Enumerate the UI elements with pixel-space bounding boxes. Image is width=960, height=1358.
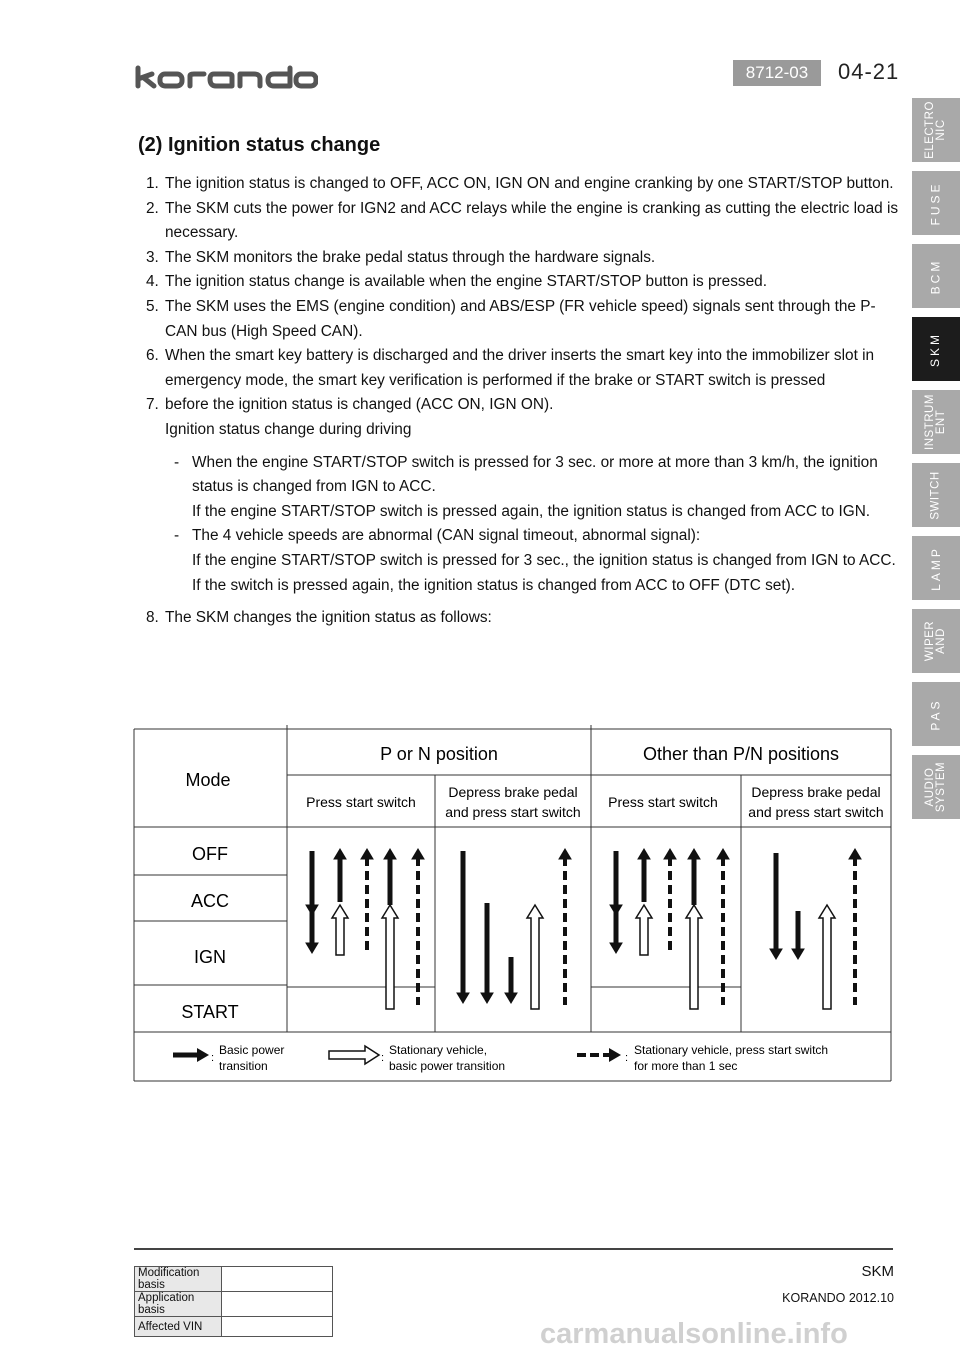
group-other-header: Other than P/N positions [642, 744, 840, 764]
sub-item: - When the engine START/STOP switch is pressed for 3 sec. or more at more than 3 km/h, the ignition status is changed from IGN to ACC. If the engine START/STOP switch is pressed again, the ignition status is changed from ACC to IGN. [174, 453, 878, 520]
list-item: 6. When the smart key battery is discharged and the driver inserts the smart key into the immobilizer slot in emergency mode, the smart key verification is performed if the brake or START switch is pressed [146, 347, 875, 389]
group-pn-header: P or N position [380, 744, 498, 764]
korando-logo [134, 64, 318, 90]
svg-text::: : [381, 1052, 385, 1064]
legend-stationary-1: Stationary vehicle, [389, 1043, 488, 1057]
list-item: 3. The SKM monitors the brake pedal status through the hardware signals. [146, 248, 656, 266]
tab-fuse[interactable]: FUSE [912, 171, 960, 235]
legend-long-2: for more than 1 sec [634, 1059, 738, 1073]
row-off: OFF [192, 844, 228, 864]
page-number: 04-21 [838, 59, 900, 84]
footer-version: KORANDO 2012.10 [782, 1291, 894, 1305]
tab-bcm[interactable]: BCM [912, 244, 960, 308]
table-row: Application basis [135, 1292, 333, 1317]
tab-electronic[interactable]: ELECTRO NIC [912, 98, 960, 162]
list-item: 7. before the ignition status is changed (ACC ON, IGN ON). Ignition status change during driving [146, 396, 554, 438]
tab-wiper[interactable]: WIPER AND [912, 609, 960, 673]
section-title: (2) Ignition status change [138, 134, 381, 156]
col-brake-line1: Depress brake pedal [448, 784, 578, 800]
svg-text::: : [625, 1052, 629, 1064]
col-brake-other-line2: and press start switch [748, 804, 884, 820]
col-press-start: Press start switch [306, 794, 416, 810]
row-ign: IGN [193, 947, 227, 967]
mode-header: Mode [185, 770, 231, 790]
footer-section: SKM [861, 1263, 894, 1280]
list-item: 2. The SKM cuts the power for IGN2 and ACC relays while the engine is cranking as cutting the electric load is necessary. [146, 199, 899, 242]
legend-stationary-2: basic power transition [389, 1059, 506, 1073]
col-brake-line2: and press start switch [445, 804, 581, 820]
tab-audio[interactable]: AUDIO SYSTEM [912, 755, 960, 819]
list-item: 4. The ignition status change is available when the engine START/STOP button is pressed. [146, 273, 768, 291]
ignition-list [134, 172, 904, 631]
document-code-badge: 8712-03 [733, 60, 821, 86]
tab-pas[interactable]: PAS [912, 682, 960, 746]
legend-basic-1: Basic power [219, 1043, 285, 1057]
legend-long-1: Stationary vehicle, press start switch [634, 1043, 829, 1057]
table-row: Modification basis [135, 1267, 333, 1292]
legend-basic-2: transition [219, 1059, 268, 1073]
list-item: 8. The SKM changes the ignition status as follows: [146, 609, 492, 627]
list-item: 5. The SKM uses the EMS (engine condition) and ABS/ESP (FR vehicle speed) signals sent through the P-CAN bus (High Speed CAN). [146, 297, 876, 340]
tab-instrument[interactable]: INSTRUM ENT [912, 390, 960, 454]
watermark: carmanualsonline.info [540, 1318, 848, 1350]
svg-text::: : [211, 1052, 215, 1064]
tab-lamp[interactable]: LAMP [912, 536, 960, 600]
row-acc: ACC [190, 891, 230, 911]
col-brake-other-line1: Depress brake pedal [751, 784, 881, 800]
tab-skm[interactable]: SKM [912, 317, 960, 381]
stationary-hollow-arrows [332, 905, 835, 1009]
legend [173, 1043, 828, 1073]
sub-item: - The 4 vehicle speeds are abnormal (CAN signal timeout, abnormal signal): If the engine START/STOP switch is pressed for 3 sec., the ignition status is changed from IGN to ACC. If the switch is pressed again, the ignition status is changed from ACC to OFF (DTC set). [174, 527, 896, 594]
list-item: 1. The ignition status is changed to OFF, ACC ON, IGN ON and engine cranking by one START/STOP button. [146, 175, 894, 192]
ignition-status-diagram [133, 725, 895, 1090]
row-start: START [181, 1002, 239, 1022]
col-press-start-other: Press start switch [608, 794, 718, 810]
driving-subheading: Ignition status change during driving [165, 420, 412, 438]
table-row: Affected VIN [135, 1317, 333, 1337]
footer-rule [134, 1248, 893, 1250]
revision-table [134, 1266, 333, 1337]
tab-switch[interactable]: SWITCH [912, 463, 960, 527]
